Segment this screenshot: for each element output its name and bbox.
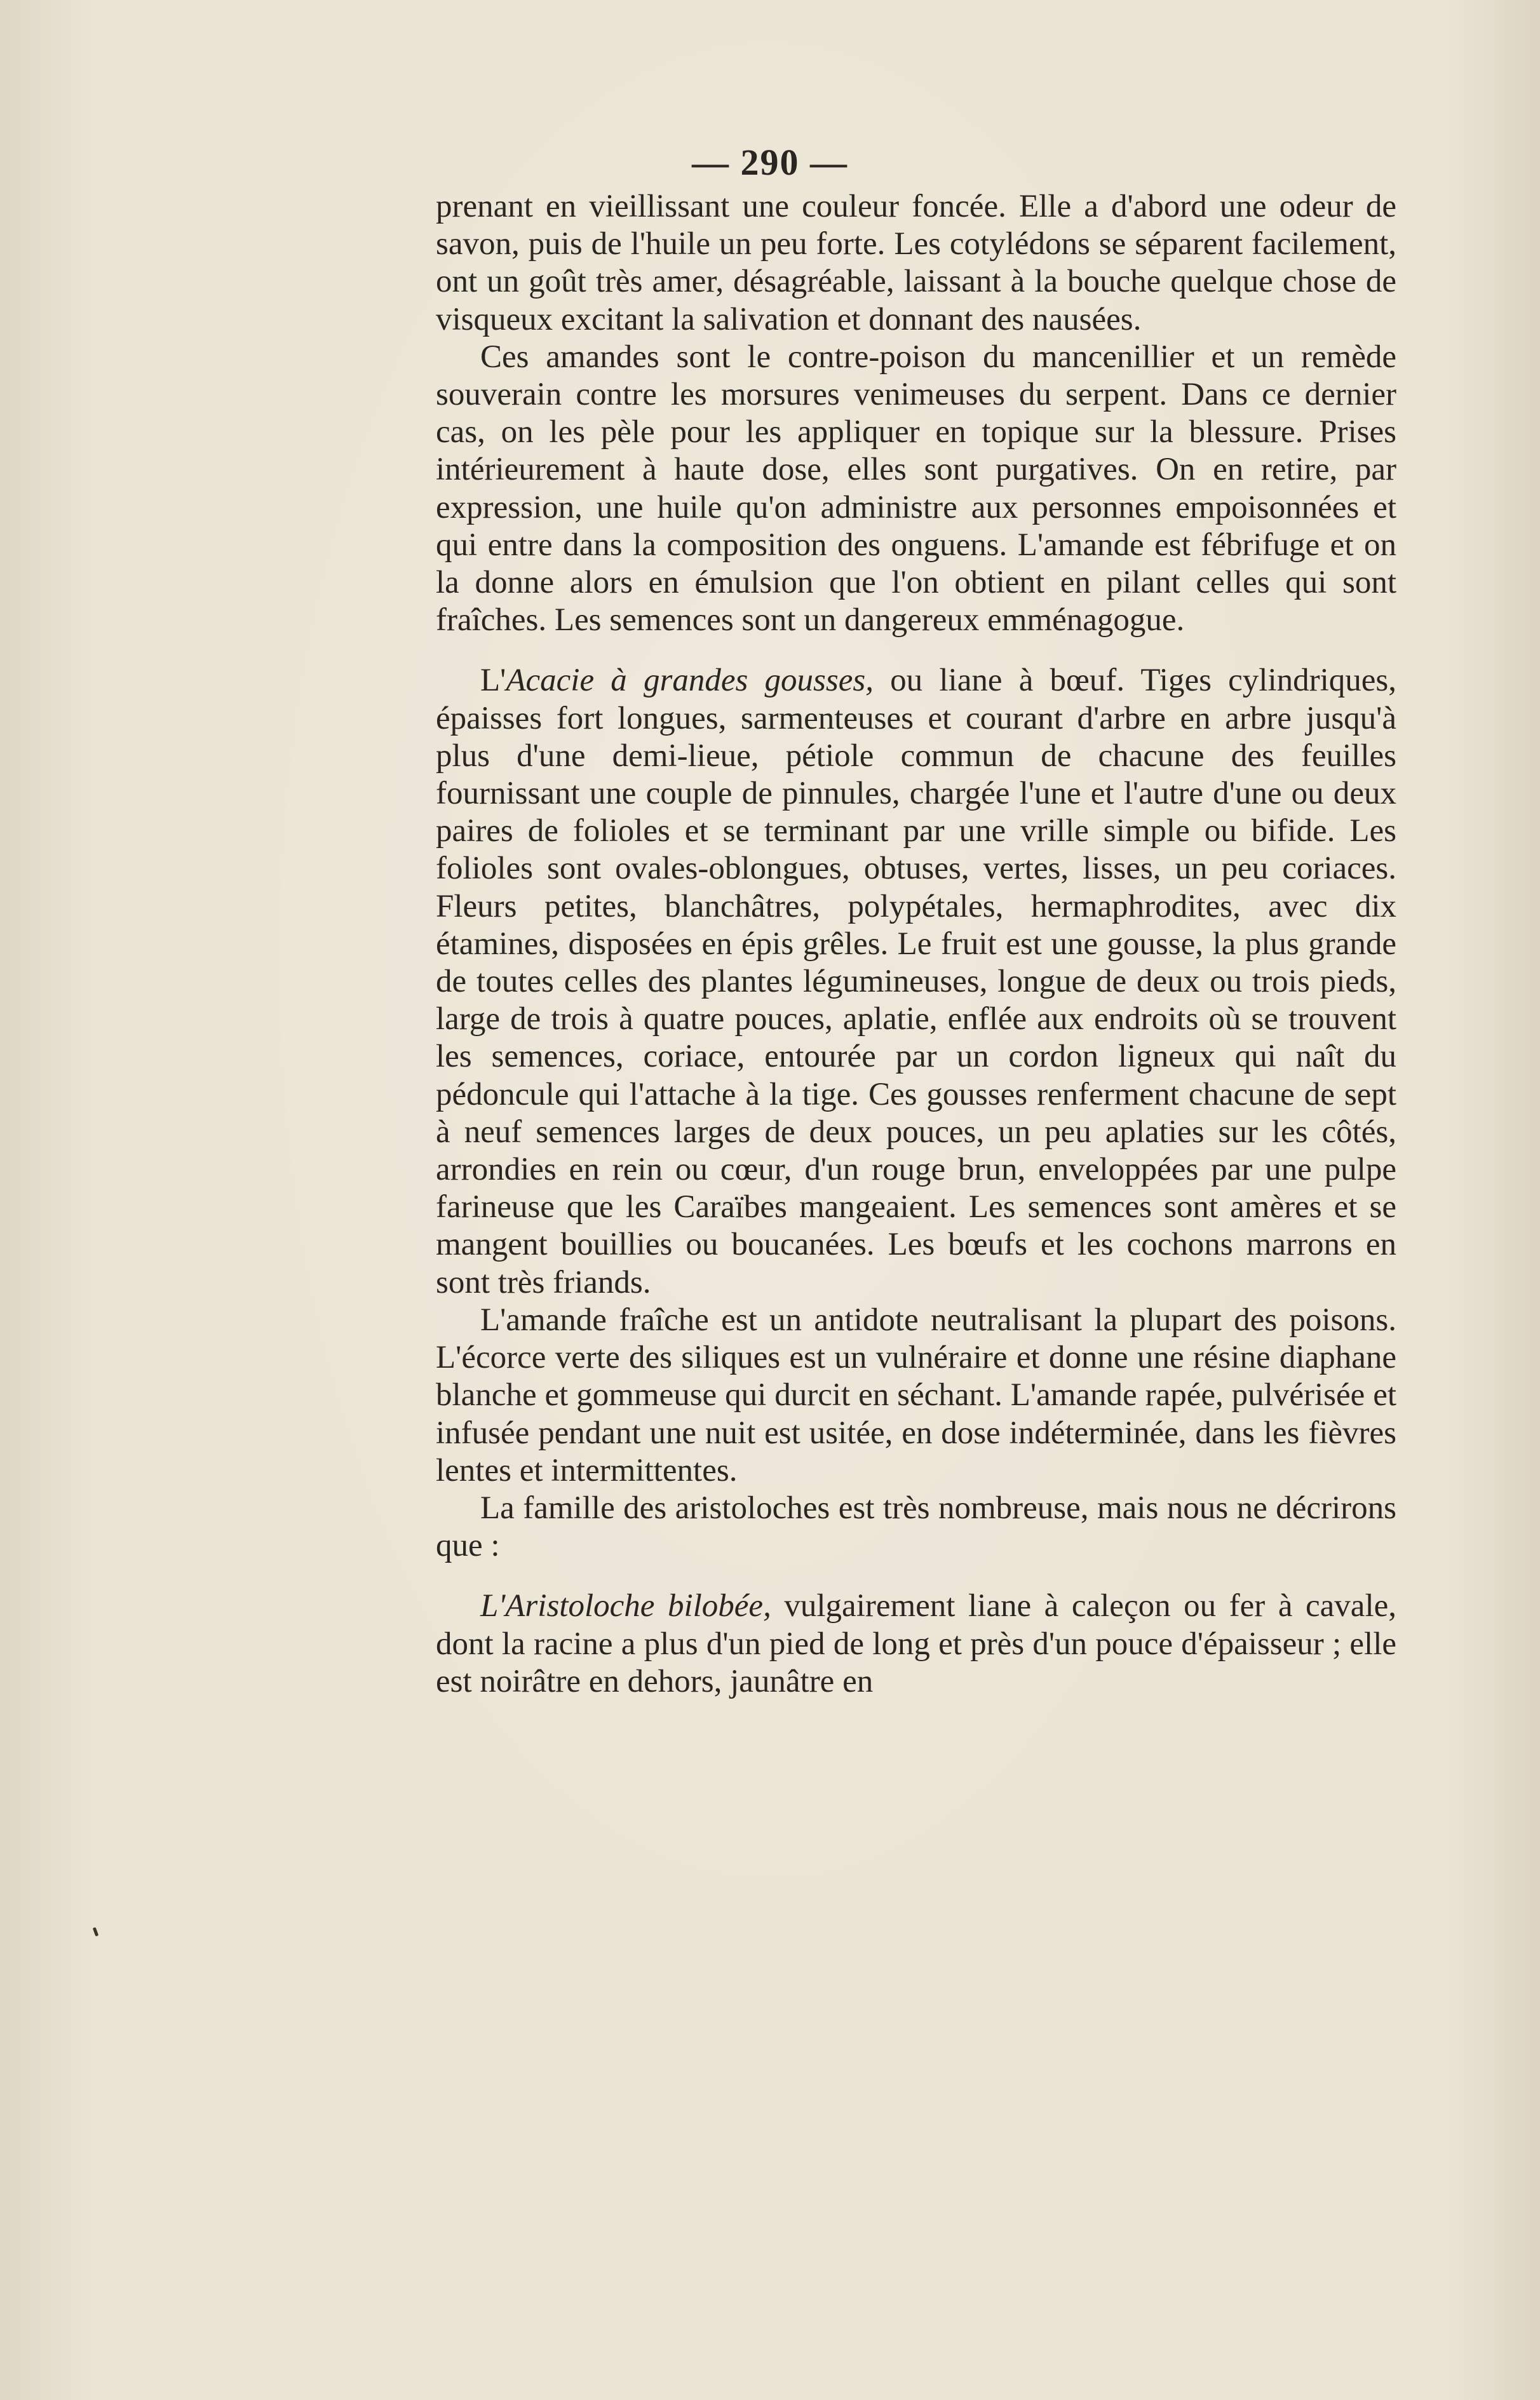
paragraph-text: Ces amandes sont le contre-poison du mancenillier et un remède souverain contre les morsures venimeuses du serpent. Dans ce dernier cas, on les pèle pour les appliquer en topique sur la blessure. Prises intérieurement à haute dose, elles sont purgatives. On en retire, par expression, une huile qu'on administre aux personnes empoisonnées et qui entre dans la composition des onguens. L'amande est fébrifuge et on la donne alors en émulsion que l'on obtient en pilant celles qui sont fraîches. Les semences sont un dangereux emménagogue. — [436, 339, 1396, 638]
paragraph-aristoloches — [436, 1490, 1396, 1565]
paragraph-amande-fraiche — [436, 1302, 1396, 1490]
ink-speck — [93, 1927, 98, 1937]
paragraph-lead: L' — [480, 663, 506, 699]
paragraph-text: La famille des aristoloches est très nombreuse, mais nous ne décrirons que : — [436, 1490, 1396, 1564]
paragraph-text: vulgairement liane à caleçon ou fer à cavale, dont la racine a plus d'un pied de long et près d'un pouce d'épaisseur ; elle est noirâtre en dehors, jaunâtre en — [436, 1588, 1396, 1699]
paragraph-aristoloche-bilobee — [436, 1588, 1396, 1701]
body-text — [436, 188, 1396, 1701]
page-number: — 290 — — [692, 142, 848, 183]
paragraph-text: prenant en vieillissant une couleur foncée. Elle a d'abord une odeur de savon, puis de l'huile un peu forte. Les cotylédons se séparent facilement, ont un goût très amer, désagréable, laissant à la bouche quelque chose de visqueux excitant la salivation et donnant des nausées. — [436, 189, 1396, 337]
paragraph-contre-poison — [436, 339, 1396, 640]
paragraph-text: L'amande fraîche est un antidote neutralisant la plupart des poisons. L'écorce verte des siliques est un vulnéraire et donne une résine diaphane blanche et gommeuse qui durcit en séchant. L'amande rapée, pulvérisée et infusée pendant une nuit est usitée, en dose indéterminée, dans les fièvres lentes et intermittentes. — [436, 1302, 1396, 1488]
paragraph-text: ou liane à bœuf. Tiges cylindriques, épaisses fort longues, sarmenteuses et courant d'arbre en arbre jusqu'à plus d'une demi-lieue, pétiole commun de chacune des feuilles fournissant une couple de pinnules, chargée l'une et l'autre d'une ou deux paires de folioles et se terminant par une vrille simple ou bifide. Les folioles sont ovales-oblongues, obtuses, vertes, lisses, un peu coriaces. Fleurs petites, blanchâtres, polypétales, hermaphrodites, avec dix étamines, disposées en épis grêles. Le fruit est une gousse, la plus grande de toutes celles des plantes légumineuses, longue de deux ou trois pieds, large de trois à quatre pouces, aplatie, enflée aux endroits où se trouvent les semences, coriace, entourée par un cordon ligneux qui naît du pédoncule qui l'attache à la tige. Ces gousses renferment chacune de sept à neuf semences larges de deux pouces, un peu aplaties sur les côtés, arrondies en rein ou cœur, d'un rouge brun, enveloppées par une pulpe farineuse que les Caraïbes mangeaient. Les semences sont amères et se mangent bouillies ou boucanées. Les bœufs et les cochons marrons en sont très friands. — [436, 663, 1396, 1300]
species-name-aristoloche: L'Aristoloche bilobée, — [480, 1588, 771, 1624]
species-name-acacie: Acacie à grandes gousses, — [506, 663, 874, 699]
paragraph-cotyledons — [436, 188, 1396, 339]
paragraph-acacie — [436, 662, 1396, 1301]
